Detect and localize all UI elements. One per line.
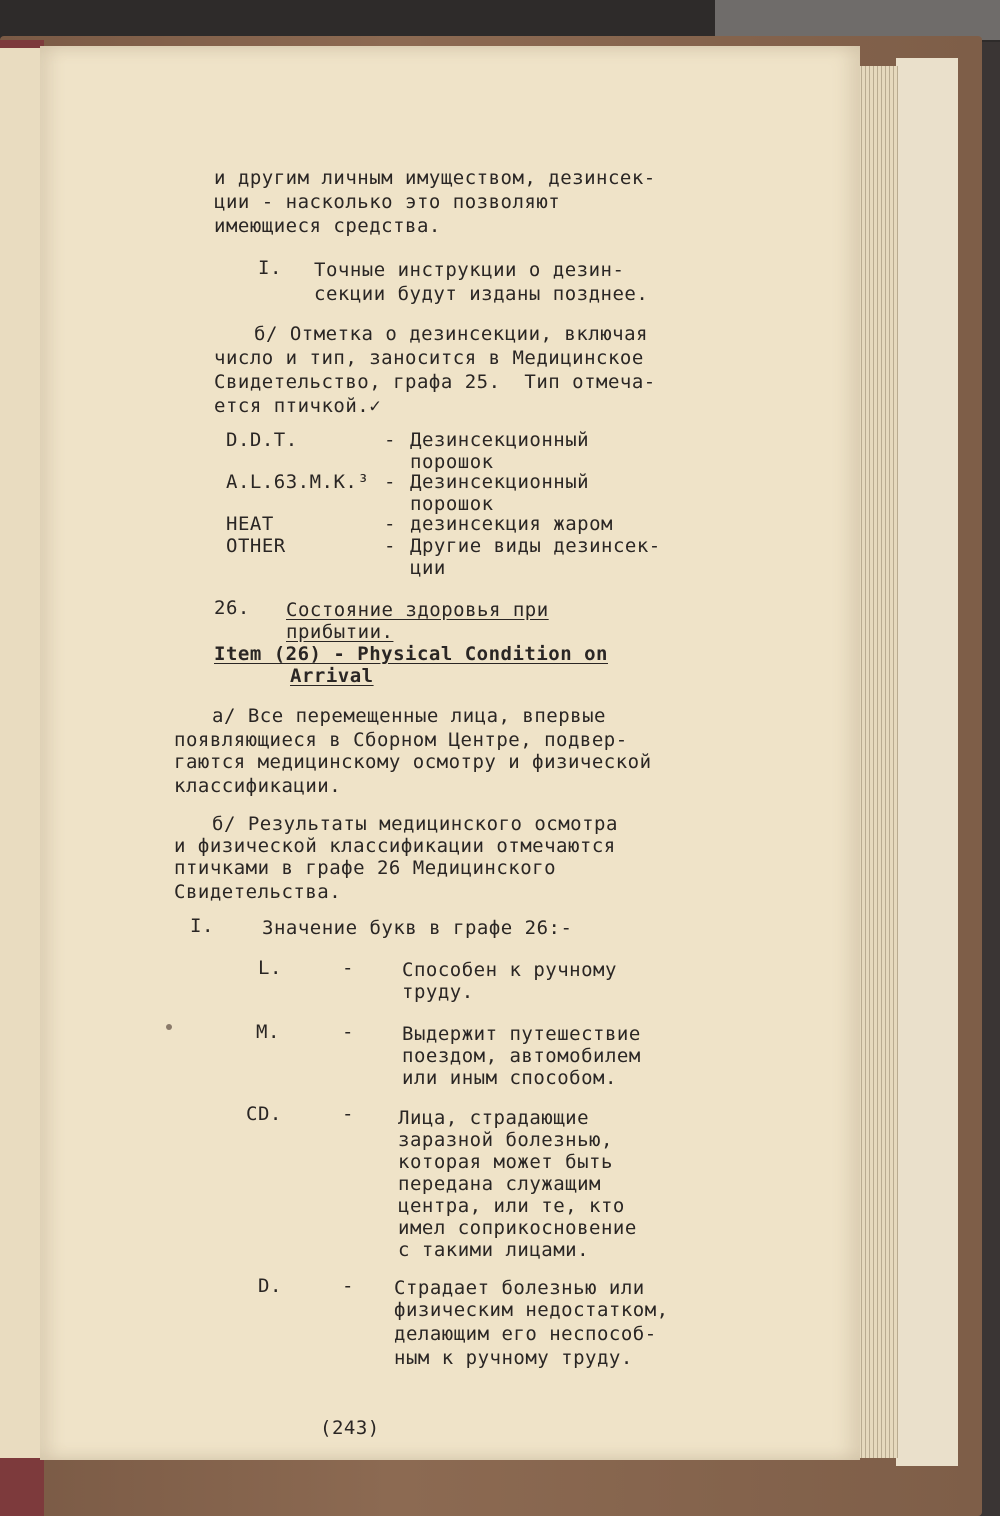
code-label: OTHER [226,535,286,557]
code-dash: - [384,535,396,557]
letter-dash: - [342,1275,354,1297]
letter-code: L. [258,957,282,979]
letter-desc: Выдержит путешествие [402,1023,641,1045]
code-label: HEAT [226,513,274,535]
letter-desc: которая может быть [398,1151,613,1173]
paragraph-line: Свидетельство, графа 25. Тип отмеча- [214,371,656,393]
code-label: D.D.T. [226,429,298,451]
letter-desc: делающим его неспособ- [394,1323,657,1345]
paragraph-line: Свидетельства. [174,881,342,903]
code-label: A.L.63.M.K.³ [226,471,370,493]
page-edges [858,66,898,1458]
code-desc: Другие виды дезинсек- [410,535,661,557]
letter-code: D. [258,1275,282,1297]
letter-code: CD. [246,1103,282,1125]
letter-desc: физическим недостатком, [394,1299,669,1321]
note-number: I. [258,257,282,279]
item-heading-ru: прибытии. [286,621,394,643]
code-dash: - [384,471,396,493]
letter-desc: заразной болезнью, [398,1129,613,1151]
paragraph-line: и физической классификации отмечаются [174,835,616,857]
letter-desc: Страдает болезнью или [394,1277,645,1299]
item-number: 26. [214,597,250,619]
page-number: (243) [320,1417,380,1439]
paragraph-line: б/ Результаты медицинского осмотра [212,813,618,835]
note-number: I. [190,915,214,937]
letter-desc: центра, или те, кто [398,1195,625,1217]
letter-dash: - [342,1103,354,1125]
letter-desc: имел соприкосновение [398,1217,637,1239]
note-line: секции будут изданы позднее. [314,283,649,305]
letter-desc: Способен к ручному [402,959,617,981]
background-panel [715,0,1000,40]
paragraph-line: классификации. [174,775,342,797]
document-page [40,46,860,1460]
paragraph-line: ется птичкой.✓ [214,395,382,417]
letter-code: M. [256,1021,280,1043]
item-heading-ru: Состояние здоровья при [286,599,549,621]
code-desc: Дезинсекционный [410,471,590,493]
code-desc: ции [410,557,446,579]
code-dash: - [384,513,396,535]
cover-inner-lining [896,58,958,1466]
code-dash: - [384,429,396,451]
letter-desc: поездом, автомобилем [402,1045,641,1067]
ink-spot [166,1024,172,1030]
code-desc: порошок [410,493,494,515]
note-line: Значение букв в графе 26:- [262,917,573,939]
paragraph-line: появляющиеся в Сборном Центре, подвер- [174,729,628,751]
letter-dash: - [342,1021,354,1043]
letter-desc: Лица, страдающие [398,1107,590,1129]
letter-dash: - [342,957,354,979]
left-page-edge [0,48,40,1458]
intro-line: ции - насколько это позволяют [214,191,561,213]
paragraph-line: б/ Отметка о дезинсекции, включая [254,323,648,345]
note-line: Точные инструкции о дезин- [314,259,625,281]
paragraph-line: гаются медицинскому осмотру и физической [174,751,652,773]
letter-desc: с такими лицами. [398,1239,590,1261]
letter-desc: или иным способом. [402,1067,617,1089]
code-desc: Дезинсекционный [410,429,590,451]
code-desc: дезинсекция жаром [410,513,613,535]
paragraph-line: а/ Все перемещенные лица, впервые [212,705,606,727]
letter-desc: труду. [402,981,474,1003]
paragraph-line: число и тип, заносится в Медицинское [214,347,644,369]
item-heading-en: Arrival [290,665,374,687]
letter-desc: ным к ручному труду. [394,1347,633,1369]
letter-desc: передана служащим [398,1173,601,1195]
intro-line: имеющиеся средства. [214,215,441,237]
paragraph-line: птичками в графе 26 Медицинского [174,857,557,879]
item-heading-en: Item (26) - Physical Condition on [214,643,608,665]
intro-line: и другим личным имуществом, дезинсек- [214,167,656,189]
code-desc: порошок [410,451,494,473]
